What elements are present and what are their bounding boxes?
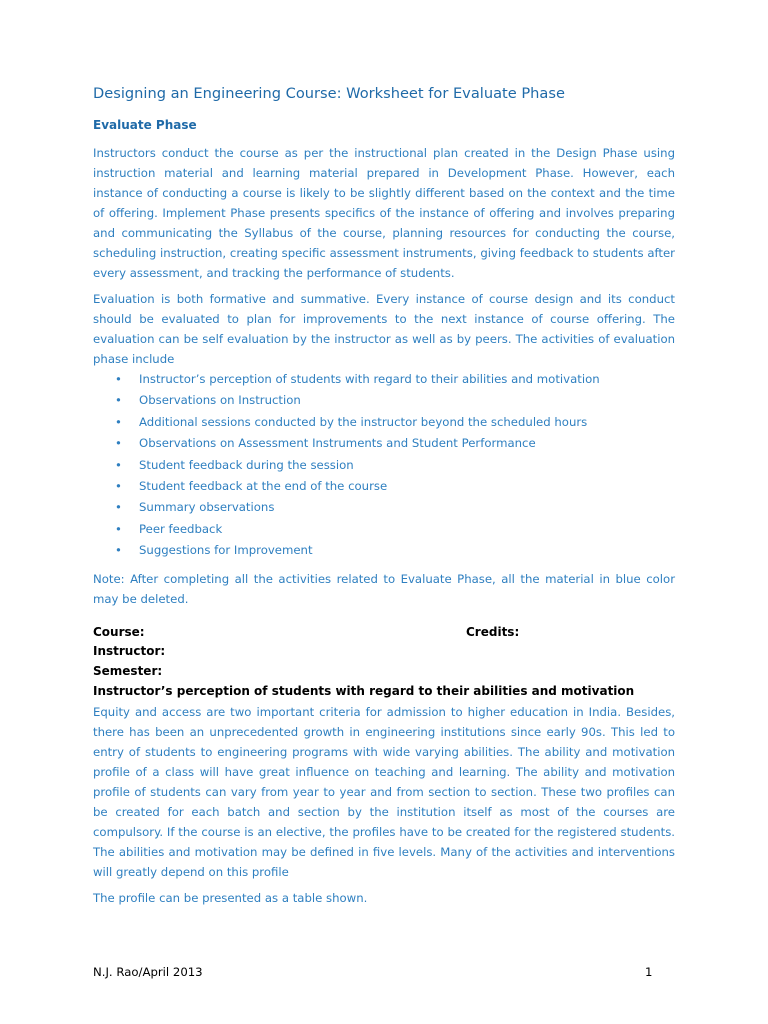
activity-list-item [93, 540, 675, 561]
perception-paragraph: Equity and access are two important criteria for admission to higher education in India. Besides, there has been an unprecedented growth in engineering institutions since early 90s. This led to entry of students to engineering programs with wide varying abilities. The ability and motivation profile of a class will have great influence on teaching and learning. The ability and motivation profile of students can vary from year to year and from section to section. These two profiles can be created for each batch and section by the institution itself as most of the courses are compulsory. If the course is an elective, the profiles have to be created for the registered students. The abilities and motivation may be defined in five levels. Many of the activities and interventions will greatly depend on this profile [93, 705, 675, 879]
activity-list-item [93, 369, 675, 390]
profile-table-note: The profile can be presented as a table shown. [93, 891, 368, 905]
bullet-icon: • [115, 393, 122, 408]
activity-list-item [93, 497, 675, 518]
intro-paragraph: Instructors conduct the course as per the instructional plan created in the Design Phase using instruction material and learning material prepared in Development Phase. However, each instance of conducting a course is likely to be slightly different based on the context and the time of offering. Implement Phase presents specifics of the instance of offering and involves preparing and communicating the Syllabus of the course, planning resources for conducting the course, scheduling instruction, creating specific assessment instruments, giving feedback to students after every assessment, and tracking the performance of students. [93, 146, 675, 280]
note-paragraph: Note: After completing all the activities related to Evaluate Phase, all the material in blue color may be deleted. [93, 572, 675, 606]
activity-label: Student feedback during the session [139, 457, 354, 472]
activity-label: Peer feedback [139, 521, 223, 536]
bullet-icon: • [115, 478, 122, 493]
activity-list-item [93, 390, 675, 411]
semester-field-label: Semester: [93, 664, 163, 678]
bullet-icon: • [115, 543, 122, 558]
activity-label: Instructor’s perception of students with regard to their abilities and motivation [139, 372, 600, 386]
activity-list-item [93, 455, 675, 476]
course-field-label: Course: [93, 625, 145, 639]
activity-label: Additional sessions conducted by the instructor beyond the scheduled hours [139, 414, 588, 429]
evaluation-paragraph: Evaluation is both formative and summative. Every instance of course design and its conduct should be evaluated to plan for improvements to the next instance of course offering. The evaluation can be self evaluation by the instructor as well as by peers. The activities of evaluation phase include [93, 292, 675, 366]
bullet-icon: • [115, 372, 122, 386]
footer-author-date: N.J. Rao/April 2013 [93, 965, 203, 979]
activity-list-item [93, 412, 675, 433]
page-number: 1 [645, 965, 653, 979]
activity-list-item [93, 433, 675, 454]
bullet-icon: • [115, 500, 122, 515]
bullet-icon: • [115, 521, 122, 536]
bullet-icon: • [115, 457, 122, 472]
activity-list-item [93, 476, 675, 497]
document-title: Designing an Engineering Course: Worksheet for Evaluate Phase [93, 85, 565, 102]
activity-label: Student feedback at the end of the course [139, 478, 388, 493]
activities-list [93, 369, 675, 562]
instructor-field-label: Instructor: [93, 644, 166, 658]
activity-label: Suggestions for Improvement [139, 543, 313, 558]
bullet-icon: • [115, 436, 122, 451]
activity-label: Observations on Assessment Instruments and Student Performance [139, 436, 536, 451]
credits-field-label: Credits: [466, 625, 520, 639]
perception-heading: Instructor’s perception of students with regard to their abilities and motivation [93, 684, 635, 698]
activity-list-item [93, 519, 675, 540]
activity-label: Observations on Instruction [139, 393, 301, 408]
activity-label: Summary observations [139, 500, 275, 515]
bullet-icon: • [115, 414, 122, 429]
section-heading: Evaluate Phase [93, 118, 197, 132]
